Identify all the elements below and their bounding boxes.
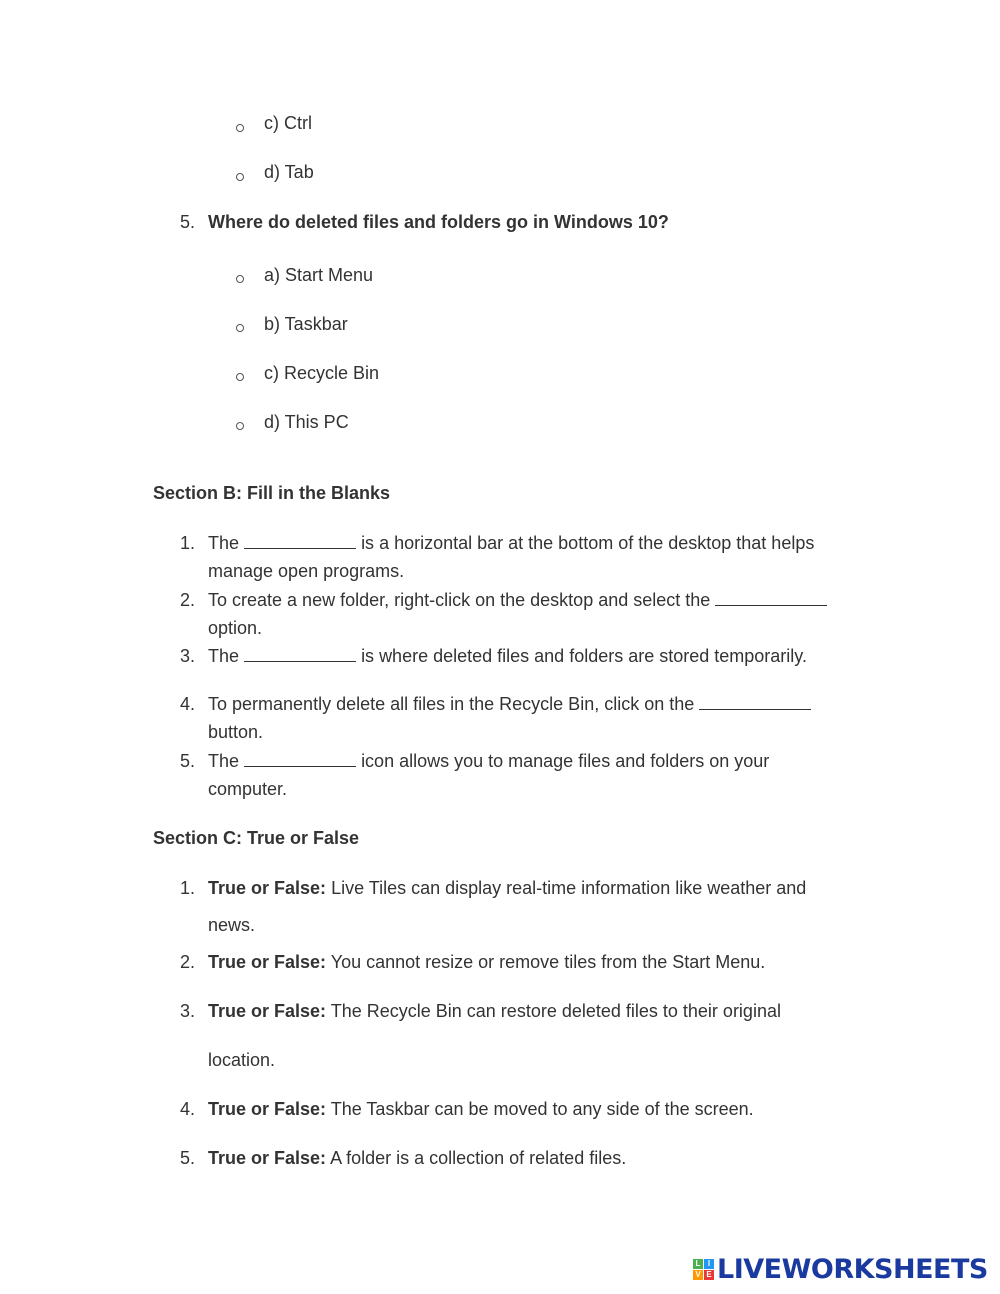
item-text: A folder is a collection of related files. [330, 1148, 627, 1168]
question-text: Where do deleted files and folders go in Windows 10? [208, 212, 669, 232]
option-item: a) Start Menu [264, 265, 374, 285]
true-false-label: True or False: [208, 1099, 327, 1119]
bullet-icon [236, 124, 244, 132]
true-false-item [208, 952, 765, 973]
item-text: The [208, 533, 240, 553]
item-number: 1. [180, 878, 196, 898]
item-text: To permanently delete all files in the Recycle Bin, click on the [208, 694, 695, 714]
logo-mark-icon [693, 1259, 714, 1280]
item-continuation: button. [208, 722, 264, 742]
item-continuation: news. [208, 915, 256, 935]
item-text: is a horizontal bar at the bottom of the desktop that helps [361, 533, 815, 553]
item-number: 4. [180, 694, 196, 714]
item-text: icon allows you to manage files and folders on your [361, 751, 770, 771]
item-number: 5. [180, 751, 196, 771]
logo-mark-cell: L [693, 1259, 703, 1269]
logo-mark-cell: E [704, 1270, 714, 1280]
true-false-item [208, 1001, 781, 1022]
item-number: 2. [180, 952, 196, 972]
fill-blank-item [208, 751, 769, 772]
item-number: 1. [180, 533, 196, 553]
fill-blank-item [208, 533, 814, 554]
item-text: To create a new folder, right-click on the desktop and select the [208, 590, 711, 610]
item-text: is where deleted files and folders are stored temporarily. [361, 646, 807, 666]
blank-field[interactable] [715, 591, 827, 606]
option-item: d) This PC [264, 412, 349, 432]
bullet-icon [236, 422, 244, 430]
blank-field[interactable] [244, 647, 356, 662]
bullet-icon [236, 173, 244, 181]
item-number: 5. [180, 1148, 196, 1168]
item-text: The [208, 646, 240, 666]
blank-field[interactable] [244, 534, 356, 549]
option-item: d) Tab [264, 162, 314, 182]
item-text: The Recycle Bin can restore deleted files to their original [330, 1001, 781, 1021]
item-continuation: manage open programs. [208, 561, 405, 581]
item-number: 4. [180, 1099, 196, 1119]
item-text: Live Tiles can display real-time information like weather and [331, 878, 807, 898]
item-text: The Taskbar can be moved to any side of the screen. [330, 1099, 754, 1119]
item-number: 3. [180, 646, 196, 666]
option-item: c) Ctrl [264, 113, 312, 133]
logo-mark-cell: I [704, 1259, 714, 1269]
item-text: You cannot resize or remove tiles from the Start Menu. [330, 952, 766, 972]
logo-mark-cell: V [693, 1270, 703, 1280]
true-false-label: True or False: [208, 952, 327, 972]
true-false-label: True or False: [208, 878, 327, 898]
section-heading: Section B: Fill in the Blanks [153, 483, 391, 503]
item-continuation: location. [208, 1050, 276, 1070]
option-item: b) Taskbar [264, 314, 348, 334]
bullet-icon [236, 275, 244, 283]
true-false-item [208, 878, 806, 899]
item-continuation: option. [208, 618, 263, 638]
logo-text: LIVEWORKSHEETS [717, 1253, 988, 1285]
fill-blank-item [208, 694, 811, 715]
blank-field[interactable] [699, 695, 811, 710]
question-number: 5. [180, 212, 196, 232]
true-false-label: True or False: [208, 1001, 327, 1021]
option-item: c) Recycle Bin [264, 363, 380, 383]
true-false-item [208, 1099, 754, 1120]
blank-field[interactable] [244, 752, 356, 767]
item-text: The [208, 751, 240, 771]
true-false-label: True or False: [208, 1148, 327, 1168]
liveworksheets-logo [693, 1253, 988, 1285]
item-continuation: computer. [208, 779, 288, 799]
true-false-item [208, 1148, 626, 1169]
item-number: 2. [180, 590, 196, 610]
bullet-icon [236, 373, 244, 381]
fill-blank-item [208, 646, 807, 667]
section-heading: Section C: True or False [153, 828, 360, 848]
item-number: 3. [180, 1001, 196, 1021]
bullet-icon [236, 324, 244, 332]
fill-blank-item [208, 590, 827, 611]
